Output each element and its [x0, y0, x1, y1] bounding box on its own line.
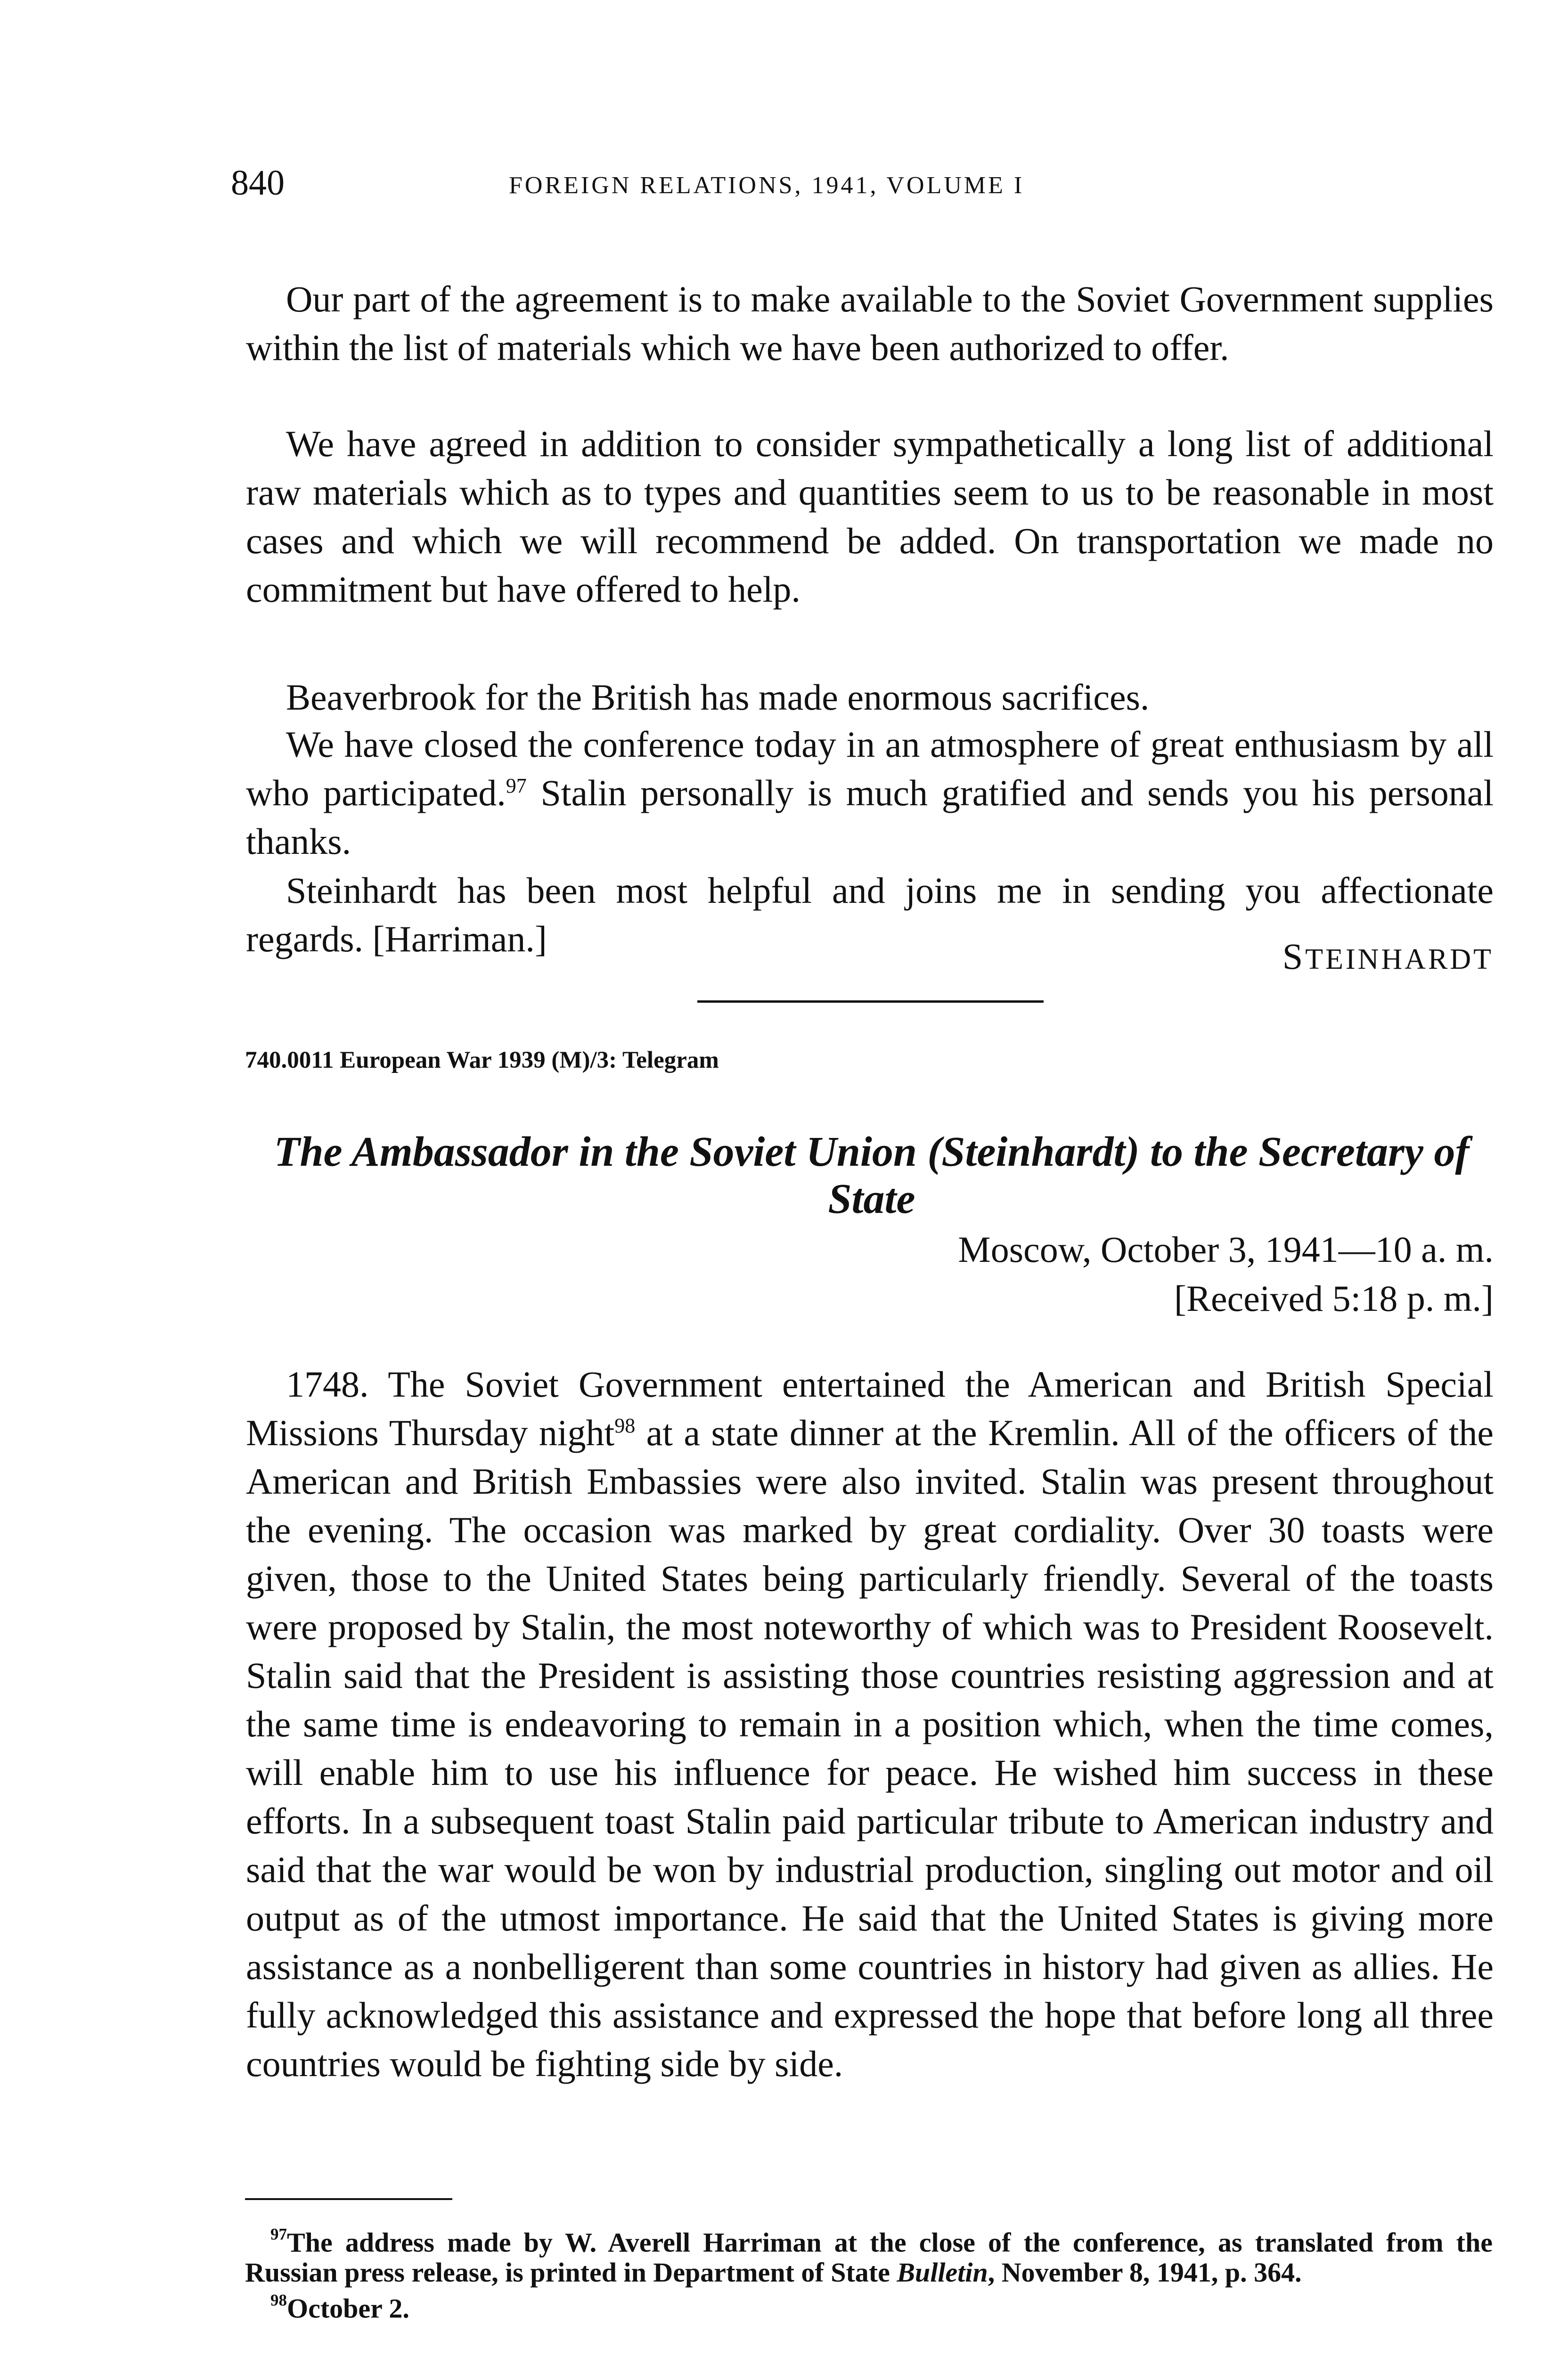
conference-text-after-note: Stalin personally is much gratified and sends you his personal thanks. — [246, 772, 1494, 862]
telegram-body-before-note: 1748. The Soviet Government entertained the American and British Special Missions Thursday night — [246, 1364, 1494, 1453]
telegram-body — [246, 1360, 1494, 2088]
footnote-mark-97: 97 — [270, 2225, 287, 2243]
footnote-98 — [245, 2288, 1493, 2323]
footnotes — [245, 2222, 1493, 2324]
telegram-body-after-note: at a state dinner at the Kremlin. All of the officers of the American and British Embassies were also invited. Stalin was present throughout the evening. The occasion was marked by great cordiality. Over 30 toasts were given, those to the United States being particularly friendly. Several of the toasts were proposed by Stalin, the most noteworthy of which was to President Roosevelt. Stalin said that the President is assisting those countries resisting aggression and at the same time is endeavoring to remain in a position which, when the time comes, will enable him to use his influence for peace. He wished him success in these efforts. In a subsequent toast Stalin paid particular tribute to American industry and said that the war would be won by industrial production, singling out motor and oil output as of the utmost importance. He said that the United States is giving more assistance as a nonbelligerent than some countries in history had given as allies. He fully acknowledged this assistance and expressed the hope that before long all three countries would be fighting side by side. — [246, 1412, 1494, 2084]
paragraph-agreement: Our part of the agreement is to make available to the Soviet Government supplies within the list of materials which we have been authorized to offer. — [246, 278, 1494, 368]
bulletin-title: Bulletin — [897, 2257, 988, 2288]
footnote-divider — [245, 2198, 452, 2200]
file-reference: 740.0011 European War 1939 (M)/3: Telegram — [245, 1047, 719, 1073]
page-number: 840 — [231, 163, 285, 203]
running-head — [231, 165, 1390, 217]
running-title: FOREIGN RELATIONS, 1941, VOLUME I — [509, 172, 1025, 199]
telegram-heading: The Ambassador in the Soviet Union (Steinhardt) to the Secretary of State — [274, 1128, 1470, 1222]
footnote-97-text-after-italic: , November 8, 1941, p. 364. — [988, 2257, 1302, 2288]
paragraph-beaverbrook: Beaverbrook for the British has made enormous sacrifices. — [286, 677, 1150, 718]
paragraph-conference — [246, 720, 1494, 866]
telegram-dateline — [834, 1225, 1494, 1323]
dispatch-date: Moscow, October 3, 1941—10 a. m. — [958, 1229, 1494, 1270]
footnote-97 — [245, 2222, 1493, 2288]
footnote-reference-98: 98 — [614, 1414, 636, 1437]
footnote-97-text-before-italic: The address made by W. Averell Harriman at the close of the conference, as translated from the Russian press release, is printed in Department of State — [245, 2227, 1493, 2288]
conference-text-before-note: We have closed the conference today in an atmosphere of great enthusiasm by all who participated. — [246, 724, 1494, 813]
received-time: [Received 5:18 p. m.] — [1174, 1278, 1494, 1319]
paragraph-regards: Steinhardt has been most helpful and joins me in sending you affectionate regards. [Harriman.] — [246, 870, 1494, 959]
section-divider — [697, 1000, 1044, 1003]
footnote-98-text: October 2. — [287, 2293, 409, 2324]
footnote-mark-98: 98 — [270, 2291, 287, 2310]
footnote-reference-97: 97 — [506, 774, 527, 797]
signature: STEINHARDT — [1282, 936, 1494, 977]
paragraph-additional-materials: We have agreed in addition to consider sympathetically a long list of additional raw materials which as to types and quantities seem to us to be reasonable in most cases and which we will recommend be added. On transportation we made no commitment but have offered to help. — [246, 423, 1494, 610]
